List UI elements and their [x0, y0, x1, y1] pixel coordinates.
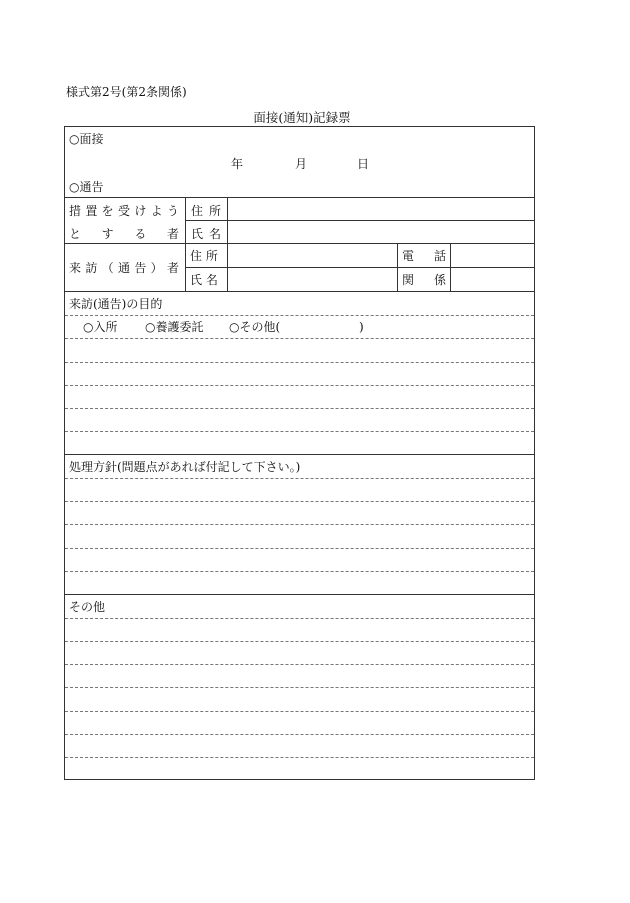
document-title: 面接(通知)記録票 [253, 110, 351, 125]
divider-line [65, 243, 534, 244]
purpose-option-other-close: ) [359, 320, 364, 334]
dotted-line [65, 431, 534, 432]
other-heading: その他 [69, 600, 106, 614]
dotted-line [65, 548, 534, 549]
visitor-name-label: 氏 名 [190, 273, 218, 287]
dotted-line [65, 734, 534, 735]
dotted-line [65, 408, 534, 409]
dotted-line [65, 524, 534, 525]
purpose-option-other[interactable]: ○その他( [229, 320, 281, 334]
dotted-line [65, 618, 534, 619]
visitor-name-field[interactable] [233, 273, 393, 289]
dotted-line [65, 711, 534, 712]
dotted-line [65, 757, 534, 758]
subject-address-field[interactable] [233, 204, 529, 220]
subject-label-line1: 措 置 を 受 け よ う [69, 204, 179, 218]
dotted-line [65, 571, 534, 572]
dotted-line [65, 362, 534, 363]
dotted-line [65, 664, 534, 665]
dotted-line [65, 501, 534, 502]
policy-heading: 処理方針(問題点があれば付記して下さい。) [69, 460, 301, 474]
date-month-label: 月 [295, 157, 308, 171]
subject-name-label: 氏 名 [191, 227, 221, 241]
divider-line [65, 594, 534, 595]
purpose-option-admission[interactable]: ○入所 [83, 320, 118, 334]
purpose-heading: 来訪(通告)の目的 [69, 297, 163, 311]
subject-label-line2: と す る 者 [69, 227, 179, 241]
subject-name-field[interactable] [233, 227, 529, 243]
date-year-label: 年 [231, 157, 244, 171]
visitor-relation-field[interactable] [455, 273, 529, 289]
notice-option[interactable]: ○通告 [69, 180, 104, 194]
visitor-address-label: 住 所 [190, 249, 218, 263]
date-day-label: 日 [357, 157, 370, 171]
dotted-line [65, 687, 534, 688]
divider-line [185, 267, 535, 268]
divider-line [185, 220, 535, 221]
subject-address-label: 住 所 [191, 204, 221, 218]
dotted-line [65, 478, 534, 479]
divider-line [65, 454, 534, 455]
dotted-line [65, 338, 534, 339]
interview-option[interactable]: ○面接 [69, 132, 104, 146]
form-number: 様式第2号(第2条関係) [66, 85, 187, 99]
dotted-line [65, 641, 534, 642]
visitor-phone-label: 電 話 [402, 249, 446, 263]
dotted-line [65, 385, 534, 386]
purpose-option-foster[interactable]: ○養護委託 [145, 320, 204, 334]
visitor-relation-label: 関 係 [402, 273, 446, 287]
record-form [64, 126, 535, 780]
visitor-label: 来 訪 （ 通 告 ） 者 [69, 261, 179, 275]
visitor-phone-field[interactable] [455, 249, 529, 265]
divider-line [65, 197, 534, 198]
visitor-address-field[interactable] [233, 249, 393, 265]
divider-line [65, 291, 534, 292]
dotted-line [65, 315, 534, 316]
